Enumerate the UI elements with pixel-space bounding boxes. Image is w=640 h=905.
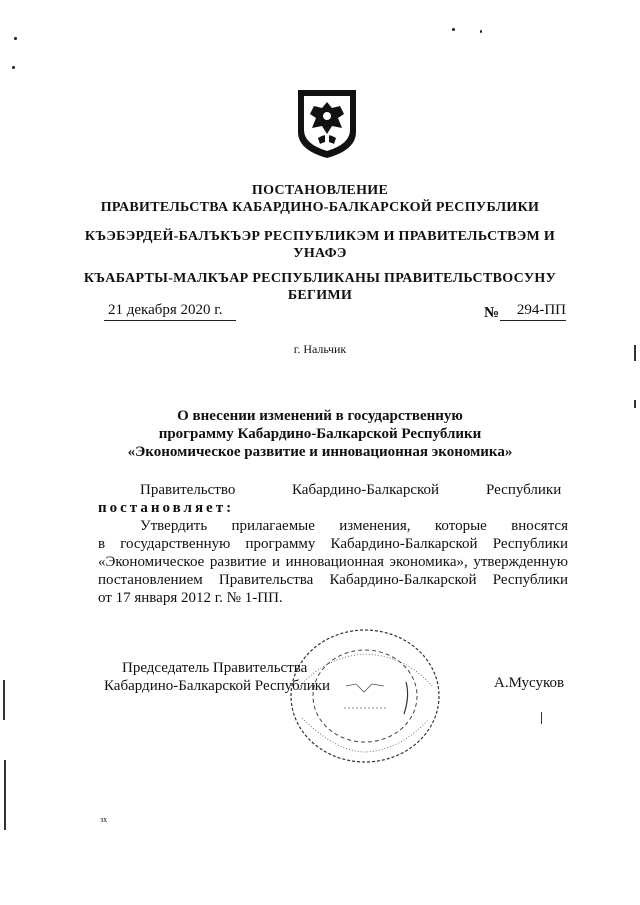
paragraph-line4: постановлением Правительства Кабардино-Балкарской Республики xyxy=(98,572,568,588)
government-name-balkar-line2: БЕГИМИ xyxy=(287,288,353,303)
document-title: ПОСТАНОВЛЕНИЕ xyxy=(251,183,389,198)
subject-line1: О внесении изменений в государственную xyxy=(177,408,463,424)
decree-date: 21 декабря 2020 г. xyxy=(104,300,236,321)
government-name-balkar-line1: КЪАБАРТЫ-МАЛКЪАР РЕСПУБЛИКАНЫ ПРАВИТЕЛЬСТВОСУНУ xyxy=(83,271,557,286)
government-name-kabardian-line2: УНАФЭ xyxy=(293,246,347,261)
subject-line3: «Экономическое развитие и инновационная экономика» xyxy=(127,444,513,460)
scan-speck xyxy=(14,37,17,40)
signature-stroke xyxy=(541,712,542,724)
signatory-role-line2: Кабардино-Балкарской Республики xyxy=(104,678,331,694)
paragraph-line5: от 17 января 2012 г. № 1-ПП. xyxy=(98,590,283,606)
signatory-name: А.Мусуков xyxy=(494,675,565,691)
scan-speck xyxy=(452,28,455,31)
signatory-role-line1: Председатель Правительства xyxy=(122,660,308,676)
issue-city: г. Нальчик xyxy=(293,342,347,356)
decree-number: 294-ПП xyxy=(500,300,566,321)
government-name-kabardian-line1: КЪЭБЭРДЕЙ-БАЛЪКЪЭР РЕСПУБЛИКЭМ И ПРАВИТЕЛЬСТВЭМ И xyxy=(84,229,556,244)
coat-of-arms-icon xyxy=(296,88,358,160)
subject-line2: программу Кабардино-Балкарской Республики xyxy=(158,426,482,442)
government-name-ru: ПРАВИТЕЛЬСТВА КАБАРДИНО-БАЛКАРСКОЙ РЕСПУБЛИКИ xyxy=(100,200,540,215)
scan-speck xyxy=(12,66,15,69)
footer-mark: зх xyxy=(100,815,108,824)
paragraph-line1: Утвердить прилагаемые изменения, которые вносятся xyxy=(140,518,568,534)
intro-word-government: Правительство xyxy=(140,482,236,498)
decree-word: постановляет: xyxy=(98,500,235,516)
paragraph-line2: в государственную программу Кабардино-Балкарской Республики xyxy=(98,536,568,552)
paragraph-line3: «Экономическое развитие и инновационная экономика», утвержденную xyxy=(98,554,568,570)
intro-word-kbr: Кабардино-Балкарской xyxy=(292,482,440,498)
scan-edge-mark xyxy=(4,760,6,830)
official-seal-icon xyxy=(286,626,444,766)
number-sign: № xyxy=(484,305,500,321)
intro-word-republic: Республики xyxy=(486,482,562,498)
scan-edge-mark xyxy=(3,680,5,720)
scan-speck xyxy=(480,30,482,33)
